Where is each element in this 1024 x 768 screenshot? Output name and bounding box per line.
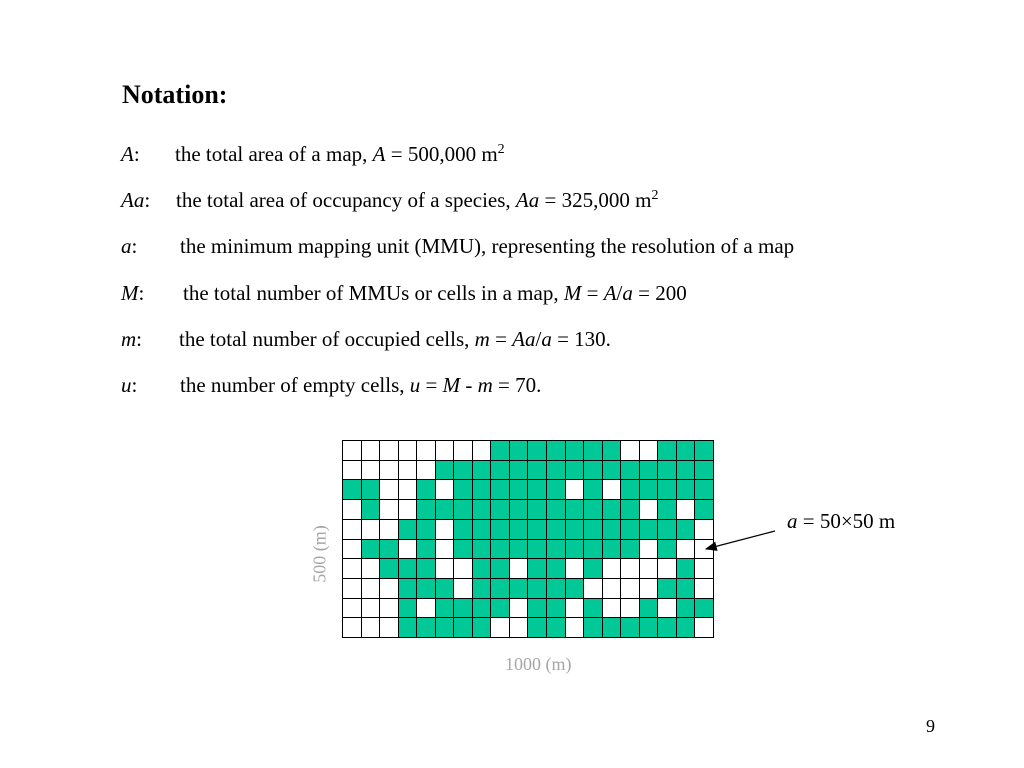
empty-cell — [380, 599, 399, 619]
occupied-cell — [417, 618, 436, 638]
occupied-cell — [584, 618, 603, 638]
occupied-cell — [362, 480, 381, 500]
occupied-cell — [566, 579, 585, 599]
empty-cell — [399, 500, 418, 520]
empty-cell — [380, 461, 399, 481]
occupied-cell — [603, 520, 622, 540]
empty-cell — [640, 559, 659, 579]
empty-cell — [566, 559, 585, 579]
empty-cell — [640, 500, 659, 520]
occupied-cell — [528, 559, 547, 579]
empty-cell — [603, 579, 622, 599]
occupied-cell — [510, 441, 529, 461]
empty-cell — [510, 618, 529, 638]
empty-cell — [362, 520, 381, 540]
empty-cell — [695, 579, 714, 599]
equation-part: = 130. — [551, 327, 611, 351]
empty-cell — [399, 540, 418, 560]
occupied-cell — [566, 461, 585, 481]
occupied-cell — [658, 520, 677, 540]
occupied-cell — [473, 540, 492, 560]
occupied-cell — [566, 540, 585, 560]
term: A: — [121, 142, 140, 166]
empty-cell — [343, 441, 362, 461]
empty-cell — [491, 618, 510, 638]
equation-part: A — [603, 281, 617, 305]
occupied-cell — [621, 500, 640, 520]
equation-part: / — [535, 327, 542, 351]
occupied-cell — [510, 540, 529, 560]
definition-text: the total number of MMUs or cells in a map, M = A/a = 200 — [183, 281, 687, 305]
empty-cell — [658, 599, 677, 619]
occupied-cell — [528, 599, 547, 619]
occupied-cell — [584, 500, 603, 520]
occupied-cell — [658, 540, 677, 560]
occupied-cell — [566, 500, 585, 520]
empty-cell — [436, 441, 455, 461]
empty-cell — [621, 579, 640, 599]
empty-cell — [603, 480, 622, 500]
occupied-cell — [603, 540, 622, 560]
equation-part: m — [474, 327, 490, 351]
occupied-cell — [436, 599, 455, 619]
occupied-cell — [436, 618, 455, 638]
occupied-cell — [399, 559, 418, 579]
empty-cell — [343, 618, 362, 638]
occupied-cell — [677, 599, 696, 619]
term: u: — [121, 373, 138, 397]
occupied-cell — [528, 520, 547, 540]
occupied-cell — [603, 441, 622, 461]
empty-cell — [640, 540, 659, 560]
empty-cell — [640, 579, 659, 599]
callout-arrow — [690, 505, 790, 555]
empty-cell — [695, 618, 714, 638]
occupied-cell — [436, 579, 455, 599]
equation-part: Aa — [512, 327, 536, 351]
occupied-cell — [473, 618, 492, 638]
occupied-cell — [454, 520, 473, 540]
occupied-cell — [658, 618, 677, 638]
empty-cell — [343, 559, 362, 579]
empty-cell — [343, 540, 362, 560]
equation-part: = — [420, 373, 443, 397]
occupied-cell — [473, 579, 492, 599]
occupied-cell — [566, 520, 585, 540]
empty-cell — [362, 441, 381, 461]
equation-part: a — [541, 327, 552, 351]
occupied-cell — [491, 480, 510, 500]
occupancy-grid — [342, 440, 714, 638]
occupied-cell — [584, 480, 603, 500]
equation — [410, 373, 542, 397]
occupied-cell — [399, 579, 418, 599]
occupied-cell — [491, 520, 510, 540]
term: m: — [121, 327, 143, 351]
occupied-cell — [547, 441, 566, 461]
occupied-cell — [547, 461, 566, 481]
occupied-cell — [547, 480, 566, 500]
occupied-cell — [621, 618, 640, 638]
occupied-cell — [399, 618, 418, 638]
occupied-cell — [473, 480, 492, 500]
equation-part: M — [442, 373, 461, 397]
occupied-cell — [454, 599, 473, 619]
empty-cell — [380, 480, 399, 500]
empty-cell — [380, 579, 399, 599]
occupied-cell — [528, 579, 547, 599]
occupied-cell — [454, 461, 473, 481]
occupied-cell — [417, 559, 436, 579]
occupied-cell — [677, 480, 696, 500]
occupied-cell — [491, 599, 510, 619]
occupied-cell — [343, 480, 362, 500]
empty-cell — [566, 618, 585, 638]
occupied-cell — [621, 461, 640, 481]
occupied-cell — [491, 461, 510, 481]
empty-cell — [362, 579, 381, 599]
occupied-cell — [454, 480, 473, 500]
definition-text: the total area of a map, A = 500,000 $m^2$ — [175, 142, 505, 166]
occupied-cell — [528, 500, 547, 520]
occupied-cell — [566, 441, 585, 461]
occupied-cell — [584, 599, 603, 619]
occupied-cell — [510, 579, 529, 599]
occupied-cell — [584, 540, 603, 560]
empty-cell — [417, 441, 436, 461]
occupied-cell — [380, 559, 399, 579]
empty-cell — [695, 559, 714, 579]
equation-part: - — [460, 373, 478, 397]
empty-cell — [436, 540, 455, 560]
occupied-cell — [658, 579, 677, 599]
occupied-cell — [584, 559, 603, 579]
occupied-cell — [528, 618, 547, 638]
occupied-cell — [621, 520, 640, 540]
occupied-cell — [473, 559, 492, 579]
empty-cell — [380, 520, 399, 540]
occupied-cell — [399, 599, 418, 619]
occupied-cell — [547, 599, 566, 619]
empty-cell — [603, 599, 622, 619]
empty-cell — [380, 500, 399, 520]
occupied-cell — [640, 520, 659, 540]
empty-cell — [417, 599, 436, 619]
occupied-cell — [491, 500, 510, 520]
occupied-cell — [473, 520, 492, 540]
occupied-cell — [528, 480, 547, 500]
empty-cell — [566, 480, 585, 500]
occupied-cell — [528, 540, 547, 560]
empty-cell — [621, 599, 640, 619]
term: M: — [121, 281, 145, 305]
occupied-cell — [658, 480, 677, 500]
occupied-cell — [491, 579, 510, 599]
occupied-cell — [473, 461, 492, 481]
occupied-cell — [417, 579, 436, 599]
equation — [564, 281, 687, 305]
occupied-cell — [417, 480, 436, 500]
empty-cell — [399, 480, 418, 500]
occupied-cell — [658, 441, 677, 461]
occupied-cell — [491, 441, 510, 461]
empty-cell — [399, 441, 418, 461]
term: a: — [121, 234, 138, 258]
occupied-cell — [380, 540, 399, 560]
occupied-cell — [677, 441, 696, 461]
empty-cell — [380, 618, 399, 638]
empty-cell — [343, 599, 362, 619]
equation-part: = — [489, 327, 513, 351]
occupied-cell — [640, 599, 659, 619]
equation-part: u — [409, 373, 421, 397]
occupied-cell — [677, 461, 696, 481]
occupied-cell — [547, 579, 566, 599]
occupied-cell — [584, 520, 603, 540]
occupied-cell — [603, 618, 622, 638]
equation-part: = 200 — [632, 281, 687, 305]
x-axis-label: 1000 (m) — [505, 654, 572, 674]
occupied-cell — [454, 540, 473, 560]
empty-cell — [510, 599, 529, 619]
empty-cell — [343, 520, 362, 540]
empty-cell — [436, 520, 455, 540]
occupied-cell — [510, 520, 529, 540]
empty-cell — [473, 441, 492, 461]
occupied-cell — [454, 618, 473, 638]
occupied-cell — [547, 559, 566, 579]
occupied-cell — [510, 480, 529, 500]
empty-cell — [510, 559, 529, 579]
empty-cell — [362, 618, 381, 638]
occupied-cell — [510, 461, 529, 481]
occupied-cell — [640, 461, 659, 481]
empty-cell — [380, 441, 399, 461]
occupied-cell — [473, 599, 492, 619]
empty-cell — [343, 579, 362, 599]
empty-cell — [343, 461, 362, 481]
occupied-cell — [603, 500, 622, 520]
occupied-cell — [547, 520, 566, 540]
empty-cell — [343, 500, 362, 520]
occupied-cell — [640, 618, 659, 638]
occupied-cell — [603, 461, 622, 481]
occupied-cell — [436, 461, 455, 481]
equation-part: = 70. — [492, 373, 542, 397]
occupied-cell — [436, 500, 455, 520]
occupied-cell — [510, 500, 529, 520]
definition-text: the minimum mapping unit (MMU), representing the resolution of a map — [180, 234, 795, 258]
equation-part: a — [622, 281, 633, 305]
empty-cell — [362, 599, 381, 619]
empty-cell — [454, 441, 473, 461]
occupied-cell — [454, 500, 473, 520]
occupied-cell — [695, 441, 714, 461]
occupied-cell — [695, 599, 714, 619]
occupied-cell — [547, 618, 566, 638]
empty-cell — [566, 599, 585, 619]
occupied-cell — [491, 540, 510, 560]
equation-part: M — [563, 281, 582, 305]
equation-part: = — [581, 281, 604, 305]
empty-cell — [436, 480, 455, 500]
term: Aa: — [121, 188, 151, 212]
occupied-cell — [491, 559, 510, 579]
definition-text: the total area of occupancy of a species, Aa = 325,000 $m^2$ — [176, 188, 659, 212]
empty-cell — [436, 559, 455, 579]
empty-cell — [603, 559, 622, 579]
empty-cell — [621, 441, 640, 461]
occupied-cell — [621, 540, 640, 560]
occupied-cell — [695, 480, 714, 500]
empty-cell — [362, 461, 381, 481]
y-axis-label: 500 (m) — [309, 525, 330, 583]
page-heading: Notation: — [122, 80, 228, 109]
occupied-cell — [362, 540, 381, 560]
occupied-cell — [399, 520, 418, 540]
occupied-cell — [621, 480, 640, 500]
occupied-cell — [584, 461, 603, 481]
definition-text: the number of empty cells, u = M - m = 70. — [180, 373, 542, 397]
occupied-cell — [547, 500, 566, 520]
occupied-cell — [658, 461, 677, 481]
occupied-cell — [658, 500, 677, 520]
equation-part: / — [616, 281, 623, 305]
cell-size-callout: a = 50×50 m — [787, 509, 896, 533]
occupied-cell — [417, 500, 436, 520]
occupied-cell — [473, 500, 492, 520]
equation — [475, 327, 611, 351]
occupied-cell — [417, 520, 436, 540]
occupied-cell — [362, 500, 381, 520]
occupied-cell — [677, 579, 696, 599]
empty-cell — [658, 559, 677, 579]
empty-cell — [640, 441, 659, 461]
occupied-cell — [417, 540, 436, 560]
occupied-cell — [528, 441, 547, 461]
equation-part: m — [477, 373, 493, 397]
occupied-cell — [584, 441, 603, 461]
empty-cell — [454, 559, 473, 579]
empty-cell — [362, 559, 381, 579]
occupied-cell — [640, 480, 659, 500]
empty-cell — [621, 559, 640, 579]
occupied-cell — [547, 540, 566, 560]
occupied-cell — [677, 559, 696, 579]
definition-text: the total number of occupied cells, m = Aa/a = 130. — [179, 327, 611, 351]
empty-cell — [454, 579, 473, 599]
occupied-cell — [677, 618, 696, 638]
empty-cell — [417, 461, 436, 481]
occupied-cell — [528, 461, 547, 481]
empty-cell — [584, 579, 603, 599]
empty-cell — [399, 461, 418, 481]
page-number: 9 — [926, 716, 935, 736]
occupied-cell — [695, 461, 714, 481]
